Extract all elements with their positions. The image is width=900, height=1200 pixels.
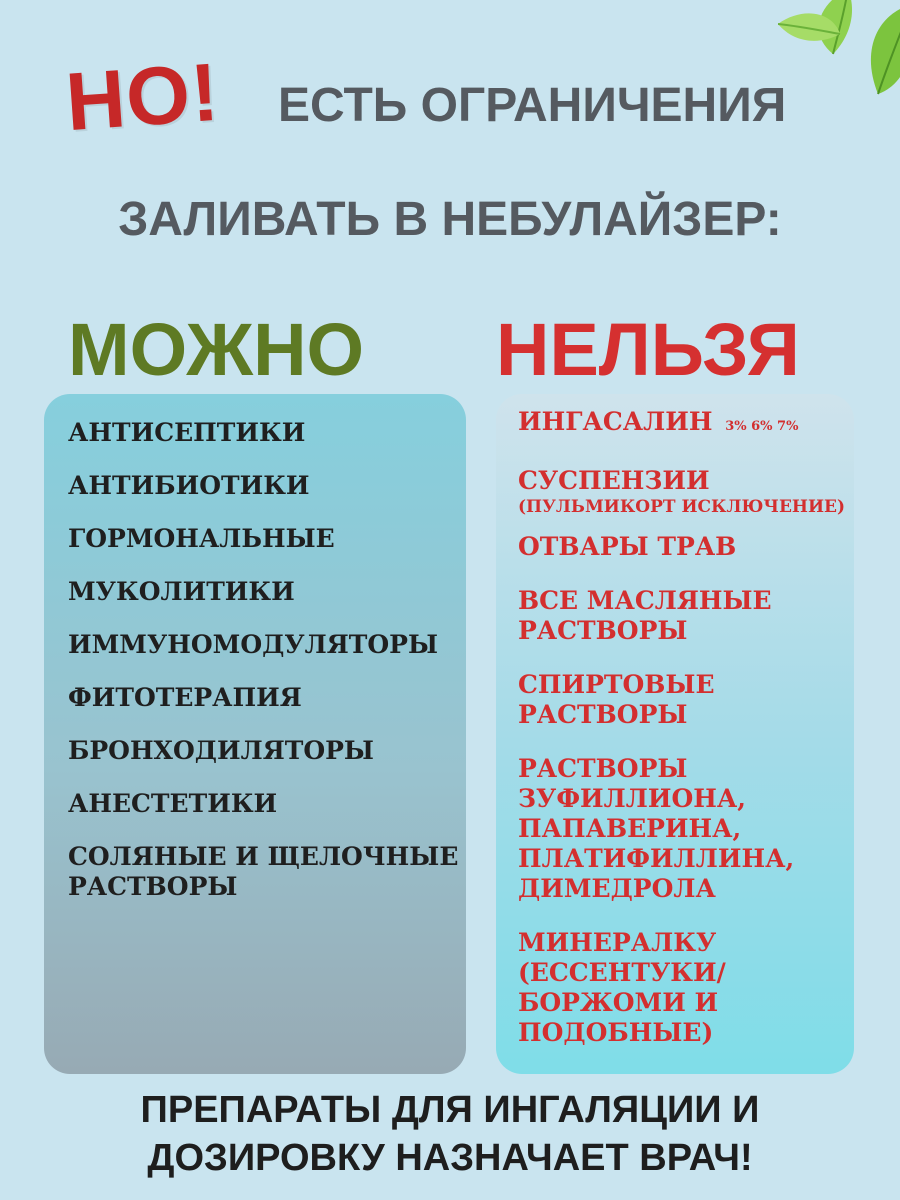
footer-line: ДОЗИРОВКУ НАЗНАЧАЕТ ВРАЧ!: [147, 1137, 753, 1179]
cannot-item-line: РАСТВОРЫ: [518, 700, 688, 729]
can-list: [68, 418, 458, 925]
suspensions-note: (ПУЛЬМИКОРТ ИСКЛЮЧЕНИЕ): [518, 497, 846, 517]
cannot-item-ingasalin: [518, 407, 845, 442]
can-item: АНЕСТЕТИКИ: [68, 789, 278, 818]
cannot-item-line: ПЛАТИФИЛЛИНА,: [518, 844, 795, 873]
can-title: МОЖНО: [68, 308, 365, 391]
cannot-item-line: БОРЖОМИ И: [518, 988, 719, 1017]
can-item: [68, 842, 458, 902]
suspensions-label: СУСПЕНЗИИ: [518, 466, 710, 495]
can-item: ФИТОТЕРАПИЯ: [68, 683, 302, 712]
can-item: БРОНХОДИЛЯТОРЫ: [68, 736, 374, 765]
cannot-item-line: ДИМЕДРОЛА: [518, 874, 716, 903]
cannot-item: [518, 928, 845, 1048]
subtitle: ЗАЛИВАТЬ В НЕБУЛАЙЗЕР:: [118, 193, 782, 246]
cannot-item-line: ЗУФИЛЛИОНА,: [518, 784, 746, 813]
cannot-list: [518, 407, 845, 1072]
headline-no: НО!: [62, 46, 223, 149]
cannot-item-line: ОТВАРЫ ТРАВ: [518, 532, 737, 561]
mint-leaf-icon: [778, 0, 900, 110]
footer-line: ПРЕПАРАТЫ ДЛЯ ИНГАЛЯЦИИ И: [140, 1089, 760, 1131]
cannot-item: [518, 754, 845, 904]
cannot-item-line: СПИРТОВЫЕ: [518, 670, 715, 699]
cannot-item-line: МИНЕРАЛКУ: [518, 928, 717, 957]
can-item: ИММУНОМОДУЛЯТОРЫ: [68, 630, 438, 659]
cannot-item-suspensions: [518, 466, 845, 518]
cannot-item-line: ВСЕ МАСЛЯНЫЕ: [518, 586, 772, 615]
cannot-item-line: ПАПАВЕРИНА,: [518, 814, 742, 843]
cannot-title: НЕЛЬЗЯ: [496, 308, 800, 391]
cannot-item-line: РАСТВОРЫ: [518, 754, 688, 783]
cannot-item-line: ПОДОБНЫЕ): [518, 1018, 714, 1047]
can-item: МУКОЛИТИКИ: [68, 577, 295, 606]
ingasalin-label: ИНГАСАЛИН: [518, 407, 713, 436]
cannot-item: [518, 532, 845, 562]
can-item: ГОРМОНАЛЬНЫЕ: [68, 524, 335, 553]
headline-limits: ЕСТЬ ОГРАНИЧЕНИЯ: [278, 79, 787, 132]
can-item-line: СОЛЯНЫЕ И ЩЕЛОЧНЫЕ: [68, 842, 459, 871]
can-item: АНТИСЕПТИКИ: [68, 418, 306, 447]
cannot-item: [518, 670, 845, 730]
cannot-item-line: (ЕССЕНТУКИ/: [518, 958, 726, 987]
cannot-item-line: РАСТВОРЫ: [518, 616, 688, 645]
footer-note: [0, 1086, 900, 1182]
can-item: АНТИБИОТИКИ: [68, 471, 310, 500]
cannot-item: [518, 586, 845, 646]
ingasalin-percent: 3% 6% 7%: [725, 419, 799, 434]
can-item-line: РАСТВОРЫ: [68, 872, 238, 901]
